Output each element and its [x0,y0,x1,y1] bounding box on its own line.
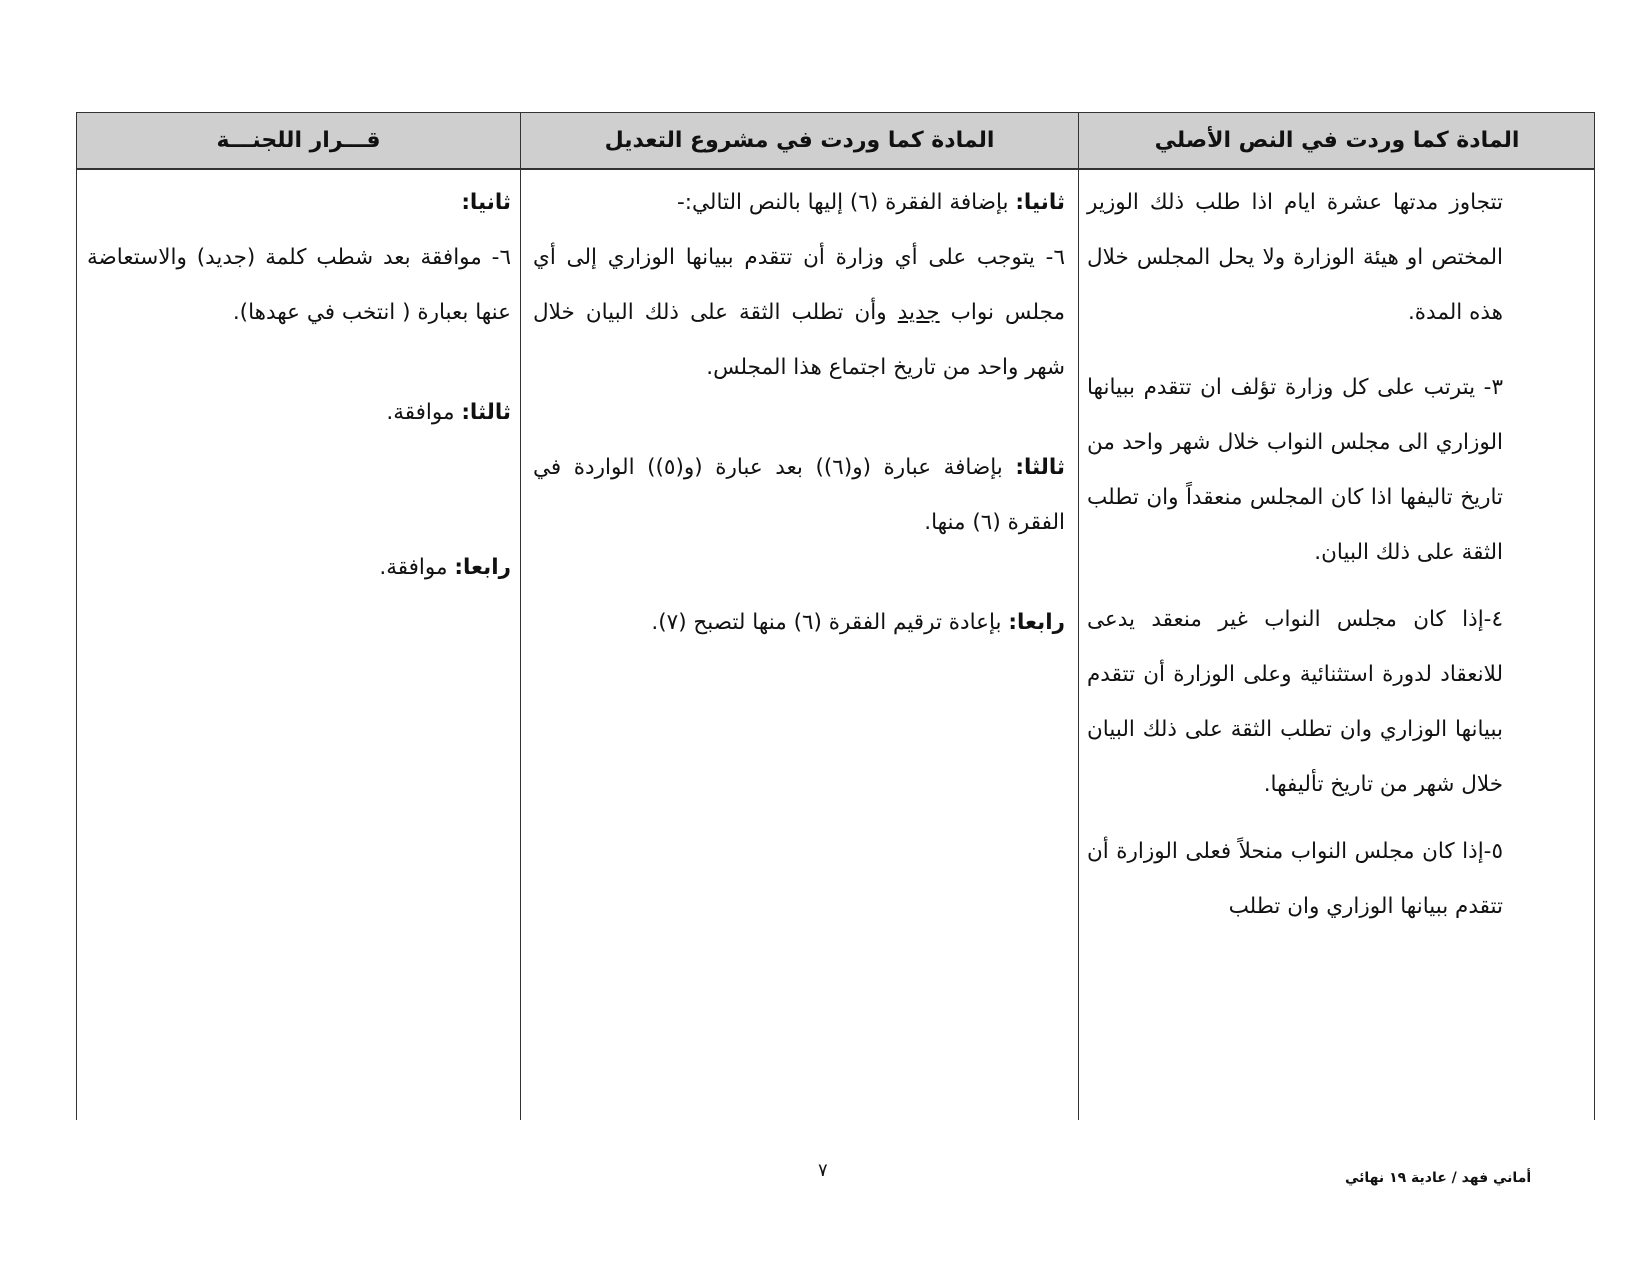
header-original-text: المادة كما وردت في النص الأصلي [1154,128,1520,153]
underlined-word: جديد [897,300,940,325]
section-label: رابعا: [454,555,511,580]
section-label: ثالثا: [461,400,511,425]
original-text-cell [1087,175,1503,934]
section-text: بإعادة ترقيم الفقرة (٦) منها لتصبح (٧). [651,610,1009,635]
amendment-section-2 [533,175,1065,230]
spacer [1087,580,1503,592]
page-number: ٧ [818,1160,828,1181]
section-label: ثانيا: [1015,190,1065,215]
section-text: موافقة. [379,555,455,580]
original-paragraph: ٥-إذا كان مجلس النواب منحلاً فعلى الوزارة أن تتقدم ببيانها الوزاري وان تطلب [1087,839,1503,919]
original-paragraph: تتجاوز مدتها عشرة ايام اذا طلب ذلك الوزير المختص او هيئة الوزارة ولا يحل المجلس خلال هذه المدة. [1087,190,1503,325]
paragraph-text: وأن تطلب الثقة على ذلك البيان خلال شهر واحد من تاريخ اجتماع هذا المجلس. [533,300,1065,380]
spacer [87,440,511,540]
paragraph-text: ٦- يتوجب على أي وزارة أن تتقدم ببيانها الوزاري إلى أي مجلس نواب [533,245,1065,325]
section-label: ثالثا: [1015,455,1066,480]
column-divider [520,113,521,1120]
decision-section-3 [87,385,511,440]
amendment-paragraph-6 [533,230,1065,395]
decision-section-2-label: ثانيا: [461,190,511,215]
original-paragraph: ٣- يترتب على كل وزارة تؤلف ان تتقدم ببيانها الوزاري الى مجلس النواب خلال شهر واحد من تاريخ تاليفها اذا كان المجلس منعقداً وان تطلب الثقة على ذلك البيان. [1087,375,1503,565]
amendment-section-3 [533,440,1065,550]
spacer [533,550,1065,595]
spacer [533,395,1065,440]
decision-section-4 [87,540,511,595]
spacer [1087,340,1503,360]
header-amendment-text: المادة كما وردت في مشروع التعديل [604,128,995,153]
section-text: موافقة. [386,400,462,425]
amendment-cell [533,175,1065,650]
decision-section-2-body: ٦- موافقة بعد شطب كلمة (جديد) والاستعاضة عنها بعبارة ( انتخب في عهدها). [87,245,511,325]
spacer [1087,812,1503,824]
section-text: بإضافة عبارة (و(٦)) بعد عبارة (و(٥)) الواردة في الفقرة (٦) منها. [533,455,1065,535]
column-divider [1078,113,1079,1120]
original-paragraph: ٤-إذا كان مجلس النواب غير منعقد يدعى للانعقاد لدورة استثنائية وعلى الوزارة أن تتقدم ببيانها الوزاري وان تطلب الثقة على ذلك البيان خلال شهر من تاريخ تأليفها. [1087,607,1503,797]
section-text: بإضافة الفقرة (٦) إليها بالنص التالي:- [677,190,1016,215]
footer-note: أماني فهد / عادية ١٩ نهائي [1345,1170,1532,1186]
amendment-section-4 [533,595,1065,650]
header-committee-decision: قـــرار اللجنـــة [216,128,381,153]
comparison-table [76,112,1595,1120]
decision-cell [87,175,511,595]
spacer [87,340,511,385]
section-label: رابعا: [1008,610,1065,635]
